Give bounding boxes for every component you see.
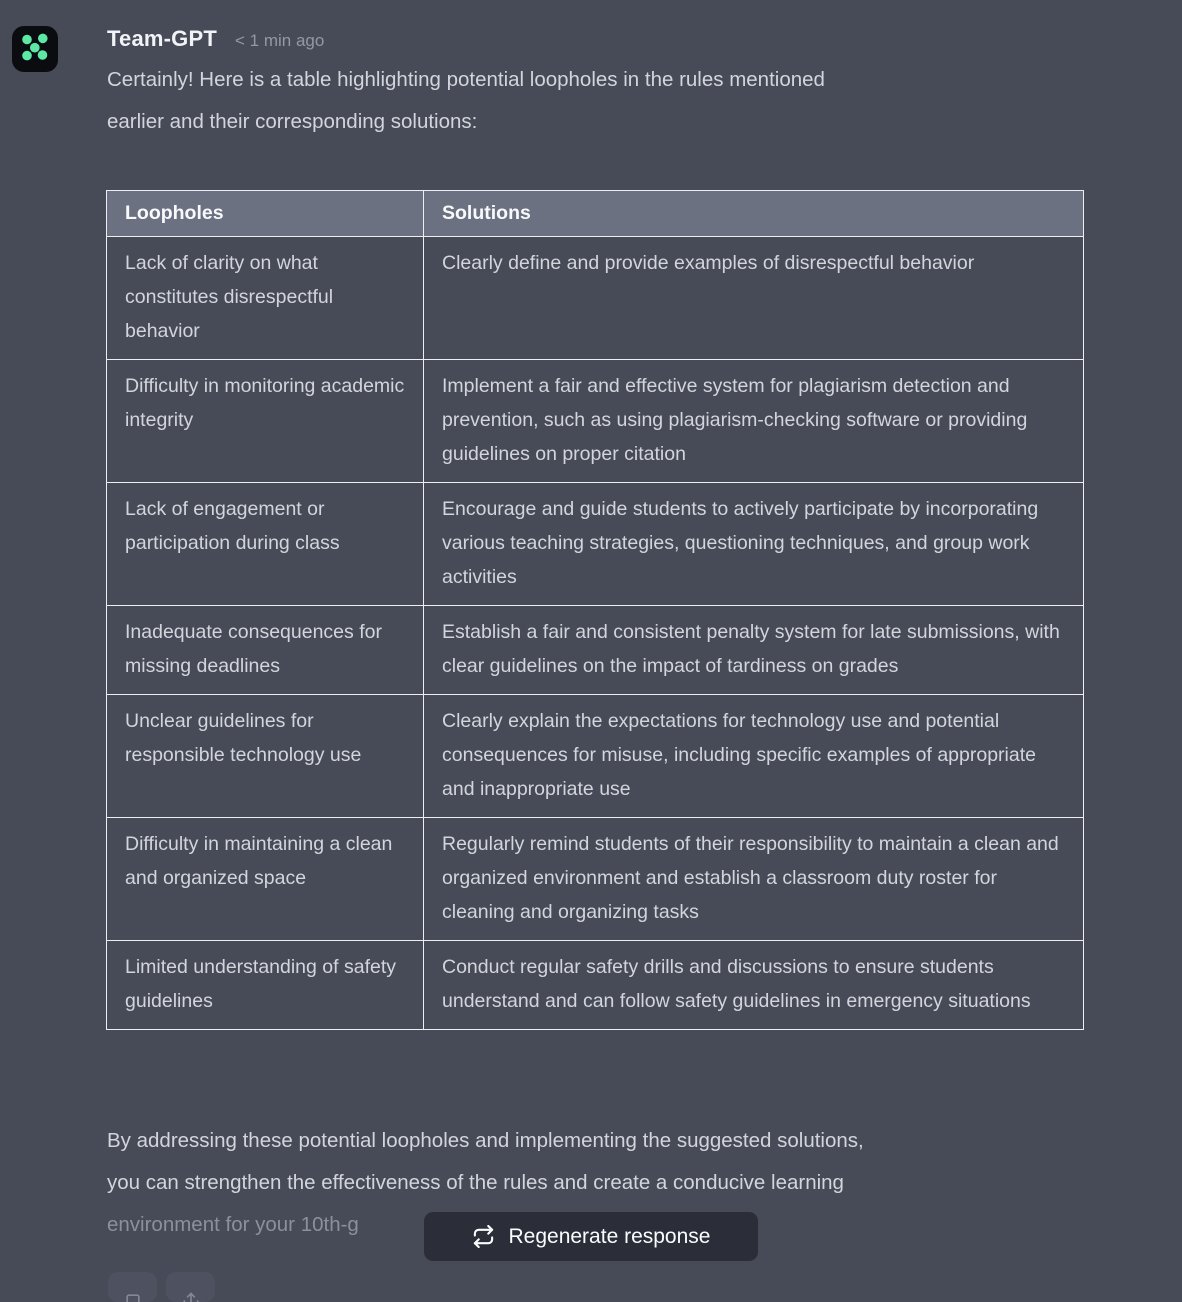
table-row [107, 237, 1084, 360]
outro-line: environment for your 10th-g [107, 1213, 359, 1236]
five-dots-logo-icon [12, 24, 58, 75]
team-gpt-avatar [12, 26, 58, 72]
message-action-button-1[interactable] [108, 1272, 157, 1302]
solution-cell: Conduct regular safety drills and discussions to ensure students understand and can follow safety guidelines in emergency situations [424, 941, 1084, 1030]
share-icon [181, 1284, 201, 1302]
message-timestamp: < 1 min ago [235, 31, 325, 50]
intro-line: earlier and their corresponding solutions: [107, 110, 478, 133]
loophole-cell: Difficulty in monitoring academic integrity [107, 360, 424, 483]
solution-cell: Regularly remind students of their responsibility to maintain a clean and organized environment and establish a classroom duty roster for cleaning and organizing tasks [424, 818, 1084, 941]
message-action-button-2[interactable] [166, 1272, 215, 1302]
loopholes-solutions-table [106, 190, 1084, 1030]
loophole-cell: Lack of engagement or participation during class [107, 483, 424, 606]
loophole-cell: Limited understanding of safety guidelines [107, 941, 424, 1030]
table-header-row [107, 191, 1084, 237]
table-row [107, 818, 1084, 941]
solution-cell: Clearly define and provide examples of disrespectful behavior [424, 237, 1084, 360]
solution-cell: Implement a fair and effective system for plagiarism detection and prevention, such as using plagiarism-checking software or providing guidelines on proper citation [424, 360, 1084, 483]
loophole-cell: Unclear guidelines for responsible technology use [107, 695, 424, 818]
action-icon [123, 1284, 143, 1302]
solution-cell: Encourage and guide students to actively participate by incorporating various teaching strategies, questioning techniques, and group work activities [424, 483, 1084, 606]
solution-cell: Clearly explain the expectations for technology use and potential consequences for misuse, including specific examples of appropriate and inappropriate use [424, 695, 1084, 818]
intro-line: Certainly! Here is a table highlighting potential loopholes in the rules mentioned [107, 68, 825, 91]
outro-line: By addressing these potential loopholes and implementing the suggested solutions, [107, 1129, 864, 1152]
loophole-cell: Difficulty in maintaining a clean and organized space [107, 818, 424, 941]
table-row [107, 941, 1084, 1030]
intro-paragraph [107, 59, 1087, 143]
regenerate-response-button[interactable] [423, 1211, 759, 1262]
table-row [107, 606, 1084, 695]
repeat-icon [472, 1225, 495, 1248]
table-row [107, 360, 1084, 483]
regenerate-response-label: Regenerate response [508, 1224, 711, 1248]
author-name: Team-GPT [107, 26, 217, 51]
solutions-column-header: Solutions [424, 191, 1084, 237]
loopholes-column-header: Loopholes [107, 191, 424, 237]
loophole-cell: Lack of clarity on what constitutes disrespectful behavior [107, 237, 424, 360]
outro-line: you can strengthen the effectiveness of the rules and create a conducive learning [107, 1171, 844, 1194]
table-row [107, 483, 1084, 606]
loophole-cell: Inadequate consequences for missing deadlines [107, 606, 424, 695]
message-header [107, 26, 324, 52]
solution-cell: Establish a fair and consistent penalty system for late submissions, with clear guidelines on the impact of tardiness on grades [424, 606, 1084, 695]
table-row [107, 695, 1084, 818]
